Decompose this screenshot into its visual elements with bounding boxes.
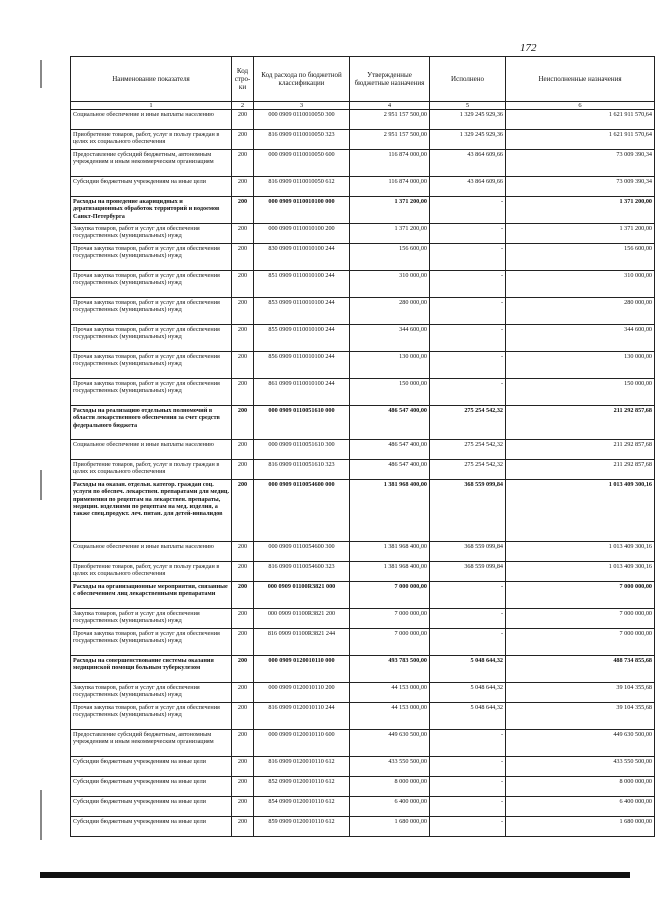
page-number: 172 (520, 42, 537, 54)
row-classification-code: 000 0909 0110051610 300 (254, 440, 350, 460)
row-name: Закупка товаров, работ и услуг для обеспечения государственных (муниципальных) нужд (71, 609, 232, 629)
row-line-code: 200 (232, 110, 254, 130)
row-unexecuted-amount: 1 013 409 300,16 (506, 562, 655, 582)
row-executed-amount: - (430, 777, 506, 797)
bottom-scan-border (40, 872, 630, 878)
row-unexecuted-amount: 8 000 000,00 (506, 777, 655, 797)
row-name: Прочая закупка товаров, работ и услуг для обеспечения государственных (муниципальных) нужд (71, 271, 232, 298)
row-line-code: 200 (232, 298, 254, 325)
row-approved-amount: 280 000,00 (350, 298, 430, 325)
row-line-code: 200 (232, 730, 254, 757)
row-approved-amount: 1 381 968 400,00 (350, 480, 430, 542)
row-approved-amount: 8 000 000,00 (350, 777, 430, 797)
row-executed-amount: 368 559 099,84 (430, 542, 506, 562)
row-unexecuted-amount: 1 371 200,00 (506, 224, 655, 244)
row-line-code: 200 (232, 271, 254, 298)
row-classification-code: 861 0909 0110010100 244 (254, 379, 350, 406)
row-line-code: 200 (232, 177, 254, 197)
row-executed-amount: - (430, 197, 506, 224)
table-row (71, 224, 655, 244)
row-name: Прочая закупка товаров, работ и услуг для обеспечения государственных (муниципальных) нужд (71, 298, 232, 325)
row-classification-code: 855 0909 0110010100 244 (254, 325, 350, 352)
row-unexecuted-amount: 449 630 500,00 (506, 730, 655, 757)
row-classification-code: 000 0909 01100R3821 000 (254, 582, 350, 609)
row-executed-amount: 368 559 099,84 (430, 480, 506, 542)
row-line-code: 200 (232, 325, 254, 352)
row-classification-code: 816 0909 0110051610 323 (254, 460, 350, 480)
row-approved-amount: 2 951 157 500,00 (350, 110, 430, 130)
row-line-code: 200 (232, 629, 254, 656)
row-executed-amount: - (430, 817, 506, 837)
row-classification-code: 000 0909 0110010050 600 (254, 150, 350, 177)
row-name: Закупка товаров, работ и услуг для обеспечения государственных (муниципальных) нужд (71, 224, 232, 244)
row-classification-code: 816 0909 01100R3821 244 (254, 629, 350, 656)
row-executed-amount: - (430, 629, 506, 656)
row-approved-amount: 7 000 000,00 (350, 629, 430, 656)
table-row (71, 130, 655, 150)
row-executed-amount: 1 329 245 929,36 (430, 130, 506, 150)
row-classification-code: 830 0909 0110010100 244 (254, 244, 350, 271)
row-unexecuted-amount: 7 000 000,00 (506, 582, 655, 609)
table-row (71, 703, 655, 730)
row-approved-amount: 2 951 157 500,00 (350, 130, 430, 150)
row-executed-amount: - (430, 244, 506, 271)
row-unexecuted-amount: 39 104 355,68 (506, 683, 655, 703)
table-row (71, 406, 655, 440)
row-classification-code: 000 0909 0120010110 000 (254, 656, 350, 683)
table-row (71, 150, 655, 177)
row-classification-code: 816 0909 0120010110 244 (254, 703, 350, 730)
row-line-code: 200 (232, 683, 254, 703)
row-line-code: 200 (232, 197, 254, 224)
row-approved-amount: 449 630 500,00 (350, 730, 430, 757)
row-executed-amount: 43 864 609,66 (430, 150, 506, 177)
table-row (71, 379, 655, 406)
row-unexecuted-amount: 39 104 355,68 (506, 703, 655, 730)
row-executed-amount: 275 254 542,32 (430, 440, 506, 460)
left-margin-mark (40, 790, 42, 840)
row-executed-amount: - (430, 379, 506, 406)
row-line-code: 200 (232, 757, 254, 777)
row-unexecuted-amount: 150 000,00 (506, 379, 655, 406)
row-name: Субсидии бюджетным учреждениям на иные цели (71, 177, 232, 197)
row-approved-amount: 1 381 968 400,00 (350, 542, 430, 562)
row-unexecuted-amount: 211 292 857,68 (506, 406, 655, 440)
table-row (71, 480, 655, 542)
row-approved-amount: 116 874 000,00 (350, 177, 430, 197)
row-name: Социальное обеспечение и иные выплаты населению (71, 110, 232, 130)
table-row (71, 629, 655, 656)
row-classification-code: 856 0909 0110010100 244 (254, 352, 350, 379)
row-name: Прочая закупка товаров, работ и услуг для обеспечения государственных (муниципальных) нужд (71, 244, 232, 271)
row-classification-code: 816 0909 0110054600 323 (254, 562, 350, 582)
row-approved-amount: 486 547 400,00 (350, 440, 430, 460)
row-name: Расходы на реализацию отдельных полномочий в области лекарственного обеспечения за счет средств федерального бюджета (71, 406, 232, 440)
row-unexecuted-amount: 156 600,00 (506, 244, 655, 271)
row-unexecuted-amount: 1 013 409 300,16 (506, 480, 655, 542)
row-line-code: 200 (232, 224, 254, 244)
table-row (71, 271, 655, 298)
row-name: Закупка товаров, работ и услуг для обеспечения государственных (муниципальных) нужд (71, 683, 232, 703)
row-unexecuted-amount: 1 680 000,00 (506, 817, 655, 837)
header-unexecuted: Неисполненные назначения (506, 57, 655, 102)
header-classification: Код расхода по бюджетной классификации (254, 57, 350, 102)
row-name: Прочая закупка товаров, работ и услуг для обеспечения государственных (муниципальных) нужд (71, 703, 232, 730)
row-classification-code: 851 0909 0110010100 244 (254, 271, 350, 298)
row-executed-amount: - (430, 757, 506, 777)
table-row (71, 683, 655, 703)
row-unexecuted-amount: 6 400 000,00 (506, 797, 655, 817)
row-executed-amount: - (430, 797, 506, 817)
row-approved-amount: 493 783 500,00 (350, 656, 430, 683)
table-row (71, 562, 655, 582)
row-unexecuted-amount: 1 013 409 300,16 (506, 542, 655, 562)
row-approved-amount: 310 000,00 (350, 271, 430, 298)
row-name: Приобретение товаров, работ, услуг в пользу граждан в целях их социального обеспечения (71, 562, 232, 582)
row-name: Предоставление субсидий бюджетным, автономным учреждениям и иным некоммерческим организациям (71, 150, 232, 177)
row-classification-code: 816 0909 0110010050 612 (254, 177, 350, 197)
header-name: Наименование показателя (71, 57, 232, 102)
row-name: Социальное обеспечение и иные выплаты населению (71, 440, 232, 460)
row-unexecuted-amount: 73 009 390,34 (506, 177, 655, 197)
row-classification-code: 000 0909 0110010100 200 (254, 224, 350, 244)
table-row (71, 197, 655, 224)
row-classification-code: 000 0909 0110054600 300 (254, 542, 350, 562)
row-executed-amount: 5 048 644,32 (430, 703, 506, 730)
row-unexecuted-amount: 1 371 200,00 (506, 197, 655, 224)
row-executed-amount: 43 864 609,66 (430, 177, 506, 197)
table-row (71, 609, 655, 629)
row-approved-amount: 1 371 200,00 (350, 197, 430, 224)
header-executed: Исполнено (430, 57, 506, 102)
row-classification-code: 859 0909 0120010110 612 (254, 817, 350, 837)
row-line-code: 200 (232, 352, 254, 379)
row-line-code: 200 (232, 656, 254, 683)
table-row (71, 817, 655, 837)
row-line-code: 200 (232, 150, 254, 177)
row-unexecuted-amount: 130 000,00 (506, 352, 655, 379)
row-line-code: 200 (232, 130, 254, 150)
row-line-code: 200 (232, 244, 254, 271)
table-row (71, 582, 655, 609)
row-approved-amount: 44 153 000,00 (350, 703, 430, 730)
row-classification-code: 000 0909 0120010110 600 (254, 730, 350, 757)
row-unexecuted-amount: 211 292 857,68 (506, 460, 655, 480)
left-margin-mark (40, 60, 42, 88)
table-row (71, 440, 655, 460)
row-classification-code: 852 0909 0120010110 612 (254, 777, 350, 797)
table-row (71, 177, 655, 197)
row-approved-amount: 486 547 400,00 (350, 460, 430, 480)
row-name: Субсидии бюджетным учреждениям на иные цели (71, 757, 232, 777)
row-unexecuted-amount: 433 550 500,00 (506, 757, 655, 777)
row-approved-amount: 1 381 968 400,00 (350, 562, 430, 582)
row-unexecuted-amount: 1 621 911 570,64 (506, 110, 655, 130)
row-classification-code: 000 0909 0110054600 000 (254, 480, 350, 542)
column-number: 1 (71, 102, 232, 110)
row-classification-code: 000 0909 0120010110 200 (254, 683, 350, 703)
row-line-code: 200 (232, 406, 254, 440)
column-number: 4 (350, 102, 430, 110)
row-name: Прочая закупка товаров, работ и услуг для обеспечения государственных (муниципальных) нужд (71, 379, 232, 406)
row-executed-amount: - (430, 325, 506, 352)
row-executed-amount: - (430, 271, 506, 298)
table-row (71, 352, 655, 379)
row-approved-amount: 433 550 500,00 (350, 757, 430, 777)
row-unexecuted-amount: 310 000,00 (506, 271, 655, 298)
row-executed-amount: - (430, 298, 506, 325)
row-executed-amount: - (430, 352, 506, 379)
row-line-code: 200 (232, 777, 254, 797)
row-classification-code: 816 0909 0110010050 323 (254, 130, 350, 150)
row-line-code: 200 (232, 562, 254, 582)
row-name: Расходы на оказан. отдельн. категор. граждан соц. услуги по обеспеч. лекарствен. препаратами для медиц. применения по рецептам на лекарствен. препараты, медицин. изделиями по рецептам на мед. изделия, а также спец.продукт. леч. питан. для детей-инвалидов (71, 480, 232, 542)
row-executed-amount: - (430, 730, 506, 757)
row-classification-code: 000 0909 01100R3821 200 (254, 609, 350, 629)
header-line-code: Код стро- ки (232, 57, 254, 102)
table-row (71, 730, 655, 757)
left-margin-mark (40, 470, 42, 500)
table-row (71, 797, 655, 817)
row-line-code: 200 (232, 817, 254, 837)
table-header-row (71, 57, 655, 102)
table-row (71, 656, 655, 683)
row-name: Субсидии бюджетным учреждениям на иные цели (71, 777, 232, 797)
row-name: Прочая закупка товаров, работ и услуг для обеспечения государственных (муниципальных) нужд (71, 629, 232, 656)
row-line-code: 200 (232, 480, 254, 542)
row-approved-amount: 486 547 400,00 (350, 406, 430, 440)
table-row (71, 757, 655, 777)
row-classification-code: 853 0909 0110010100 244 (254, 298, 350, 325)
row-classification-code: 854 0909 0120010110 612 (254, 797, 350, 817)
row-name: Субсидии бюджетным учреждениям на иные цели (71, 797, 232, 817)
table-row (71, 325, 655, 352)
row-name: Прочая закупка товаров, работ и услуг для обеспечения государственных (муниципальных) нужд (71, 325, 232, 352)
row-unexecuted-amount: 211 292 857,68 (506, 440, 655, 460)
row-classification-code: 816 0909 0120010110 612 (254, 757, 350, 777)
header-approved: Утвержденные бюджетные назначения (350, 57, 430, 102)
row-approved-amount: 7 000 000,00 (350, 582, 430, 609)
row-classification-code: 000 0909 0110010050 300 (254, 110, 350, 130)
row-classification-code: 000 0909 0110010100 000 (254, 197, 350, 224)
row-executed-amount: - (430, 582, 506, 609)
row-unexecuted-amount: 1 621 911 570,64 (506, 130, 655, 150)
row-approved-amount: 130 000,00 (350, 352, 430, 379)
row-unexecuted-amount: 344 600,00 (506, 325, 655, 352)
row-approved-amount: 150 000,00 (350, 379, 430, 406)
row-approved-amount: 6 400 000,00 (350, 797, 430, 817)
row-executed-amount: 5 048 644,32 (430, 656, 506, 683)
row-unexecuted-amount: 7 000 000,00 (506, 629, 655, 656)
row-executed-amount: 368 559 099,84 (430, 562, 506, 582)
table-row (71, 777, 655, 797)
row-line-code: 200 (232, 797, 254, 817)
row-classification-code: 000 0909 0110051610 000 (254, 406, 350, 440)
row-line-code: 200 (232, 703, 254, 730)
row-approved-amount: 7 000 000,00 (350, 609, 430, 629)
row-line-code: 200 (232, 440, 254, 460)
row-executed-amount: 275 254 542,32 (430, 406, 506, 440)
column-number: 6 (506, 102, 655, 110)
row-approved-amount: 344 600,00 (350, 325, 430, 352)
row-name: Субсидии бюджетным учреждениям на иные цели (71, 817, 232, 837)
table-row (71, 460, 655, 480)
row-approved-amount: 156 600,00 (350, 244, 430, 271)
row-unexecuted-amount: 7 000 000,00 (506, 609, 655, 629)
row-line-code: 200 (232, 460, 254, 480)
table-row (71, 298, 655, 325)
row-executed-amount: - (430, 609, 506, 629)
row-line-code: 200 (232, 379, 254, 406)
row-name: Социальное обеспечение и иные выплаты населению (71, 542, 232, 562)
row-executed-amount: - (430, 224, 506, 244)
row-approved-amount: 116 874 000,00 (350, 150, 430, 177)
table-row (71, 542, 655, 562)
row-line-code: 200 (232, 542, 254, 562)
row-unexecuted-amount: 280 000,00 (506, 298, 655, 325)
row-line-code: 200 (232, 609, 254, 629)
row-executed-amount: 1 329 245 929,36 (430, 110, 506, 130)
row-unexecuted-amount: 73 009 390,34 (506, 150, 655, 177)
row-name: Предоставление субсидий бюджетным, автономным учреждениям и иным некоммерческим организациям (71, 730, 232, 757)
row-unexecuted-amount: 488 734 855,68 (506, 656, 655, 683)
column-number: 5 (430, 102, 506, 110)
row-approved-amount: 1 371 200,00 (350, 224, 430, 244)
row-approved-amount: 44 153 000,00 (350, 683, 430, 703)
row-name: Приобретение товаров, работ, услуг в пользу граждан в целях их социального обеспечения (71, 460, 232, 480)
column-number-row (71, 102, 655, 110)
row-name: Расходы на проведение акарицидных и дератизационных обработок территорий и водоемов Санкт-Петербурга (71, 197, 232, 224)
table-row (71, 244, 655, 271)
row-name: Расходы на организационные мероприятия, связанные с обеспечением лиц лекарственными препаратами (71, 582, 232, 609)
row-line-code: 200 (232, 582, 254, 609)
row-name: Приобретение товаров, работ, услуг в пользу граждан в целях их социального обеспечения (71, 130, 232, 150)
column-number: 2 (232, 102, 254, 110)
row-executed-amount: 5 048 644,32 (430, 683, 506, 703)
table-row (71, 110, 655, 130)
row-approved-amount: 1 680 000,00 (350, 817, 430, 837)
row-name: Расходы на совершенствование системы оказания медицинской помощи больным туберкулезом (71, 656, 232, 683)
row-executed-amount: 275 254 542,32 (430, 460, 506, 480)
budget-execution-table (70, 56, 655, 837)
row-name: Прочая закупка товаров, работ и услуг для обеспечения государственных (муниципальных) нужд (71, 352, 232, 379)
column-number: 3 (254, 102, 350, 110)
